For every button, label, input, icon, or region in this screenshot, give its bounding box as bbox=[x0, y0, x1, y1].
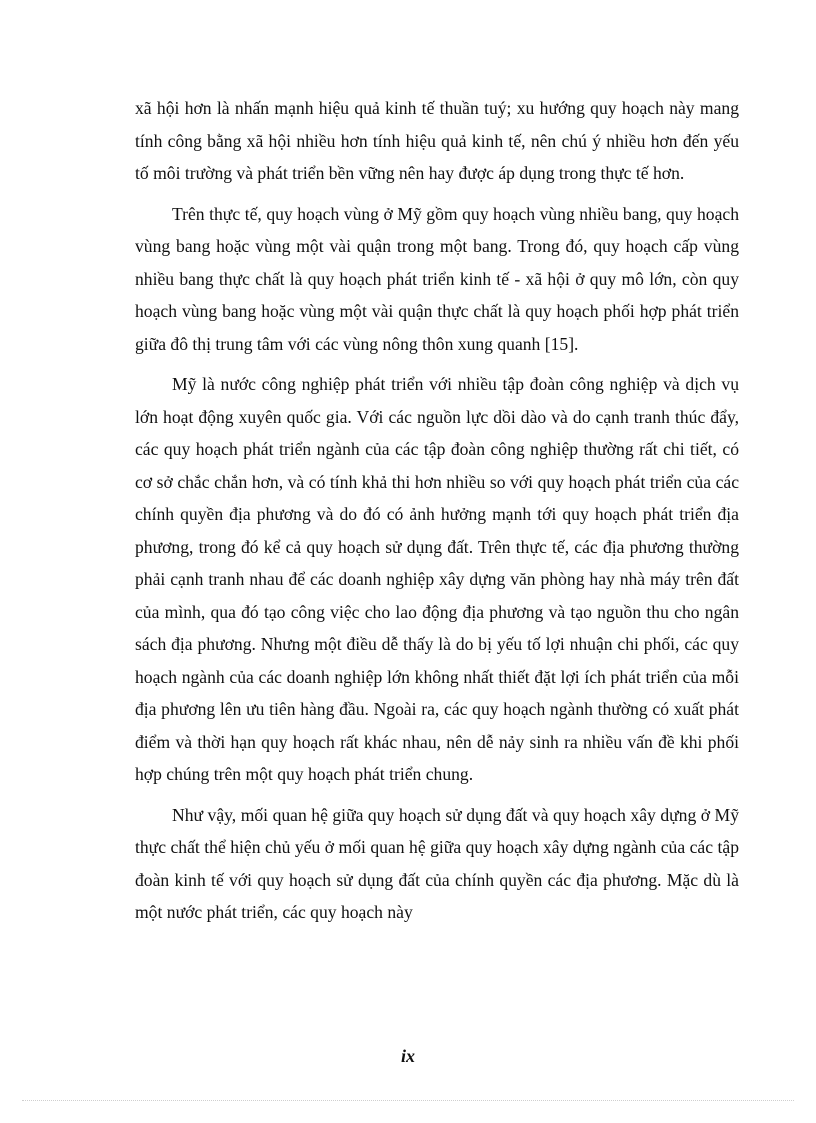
page-number: ix bbox=[400, 1046, 415, 1066]
paragraph-relationship: Như vậy, mối quan hệ giữa quy hoạch sử dụng đất và quy hoạch xây dựng ở Mỹ thực chất thể hiện chủ yếu ở mối quan hệ giữa quy hoạch xây dựng ngành của các tập đoàn kinh tế với quy hoạch sử dụng đất của chính quyền các địa phương. Mặc dù là một nước phát triển, các quy hoạch này bbox=[135, 804, 739, 922]
body-text bbox=[135, 92, 739, 937]
paragraph-continuation: xã hội hơn là nhấn mạnh hiệu quả kinh tế thuần tuý; xu hướng quy hoạch này mang tính công bằng xã hội nhiều hơn tính hiệu quả kinh tế, nên chú ý nhiều hơn đến yếu tố môi trường và phát triển bền vững nên hay được áp dụng trong thực tế hơn. bbox=[135, 98, 739, 183]
footer-divider bbox=[22, 1100, 794, 1101]
paragraph-regional-planning: Trên thực tế, quy hoạch vùng ở Mỹ gồm quy hoạch vùng nhiều bang, quy hoạch vùng bang hoặc vùng một vài quận trong một bang. Trong đó, quy hoạch cấp vùng nhiều bang thực chất là quy hoạch phát triển kinh tế - xã hội ở quy mô lớn, còn quy hoạch vùng bang hoặc vùng một vài quận thực chất là quy hoạch phối hợp phát triển giữa đô thị trung tâm với các vùng nông thôn xung quanh [15]. bbox=[135, 203, 739, 354]
paragraph-industrial-planning: Mỹ là nước công nghiệp phát triển với nhiều tập đoàn công nghiệp và dịch vụ lớn hoạt động xuyên quốc gia. Với các nguồn lực dồi dào và do cạnh tranh thúc đẩy, các quy hoạch phát triển ngành của các tập đoàn công nghiệp thường rất chi tiết, có cơ sở chắc chắn hơn, và có tính khả thi hơn nhiều so với quy hoạch phát triển của các chính quyền địa phương và do đó có ảnh hưởng mạnh tới quy hoạch phát triển địa phương, trong đó kể cả quy hoạch sử dụng đất. Trên thực tế, các địa phương thường phải cạnh tranh nhau để các doanh nghiệp xây dựng văn phòng hay nhà máy trên đất của mình, qua đó tạo công việc cho lao động địa phương và tạo nguồn thu cho ngân sách địa phương. Nhưng một điều dễ thấy là do bị yếu tố lợi nhuận chi phối, các quy hoạch ngành của các doanh nghiệp lớn không nhất thiết đặt lợi ích phát triển của mỗi địa phương lên ưu tiên hàng đầu. Ngoài ra, các quy hoạch ngành thường có xuất phát điểm và thời hạn quy hoạch rất khác nhau, nên dễ nảy sinh ra nhiều vấn đề khi phối hợp chúng trên một quy hoạch phát triển chung. bbox=[135, 374, 739, 784]
